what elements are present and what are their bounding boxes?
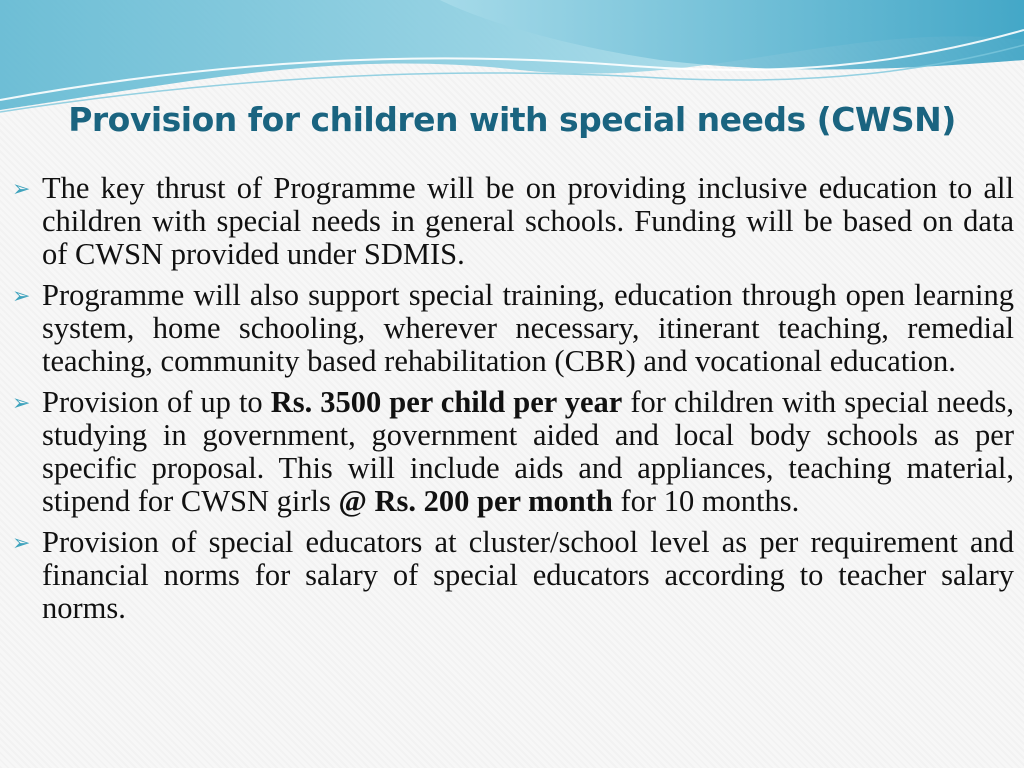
funding-amount: Rs. 3500 per child per year [270, 385, 623, 419]
bullet-list [12, 172, 1014, 633]
slide-title: Provision for children with special needs (CWSN) [68, 100, 956, 139]
list-item [12, 279, 1014, 378]
arrow-bullet-icon: ➢ [12, 283, 31, 308]
arrow-bullet-icon: ➢ [12, 176, 31, 201]
list-item [12, 526, 1014, 625]
bullet-text: Programme will also support special training, education through open learning system, home schooling, wherever necessary, itinerant teaching, remedial teaching, community based rehabilitation (CBR) and vocational education. [42, 278, 1014, 378]
bullet-text: The key thrust of Programme will be on providing inclusive education to all children with special needs in general schools. Funding will be based on data of CWSN provided under SDMIS. [42, 171, 1014, 271]
list-item [12, 172, 1014, 271]
bullet-text-part: Provision of up to [42, 385, 271, 419]
bullet-text-part: for children with special needs, studying in government, government aided and local body schools as per specific proposal. This will include aids and appliances, teaching material, stipend for CWSN girls [42, 385, 1014, 518]
bullet-text: Provision of special educators at cluster/school level as per requirement and financial norms for salary of special educators according to teacher salary norms. [42, 525, 1014, 625]
stipend-amount: @ Rs. 200 per month [338, 484, 613, 518]
bullet-text [42, 386, 1014, 518]
list-item [12, 386, 1014, 518]
bullet-text-part: for 10 months. [612, 484, 800, 518]
arrow-bullet-icon: ➢ [12, 390, 31, 415]
arrow-bullet-icon: ➢ [12, 530, 31, 555]
